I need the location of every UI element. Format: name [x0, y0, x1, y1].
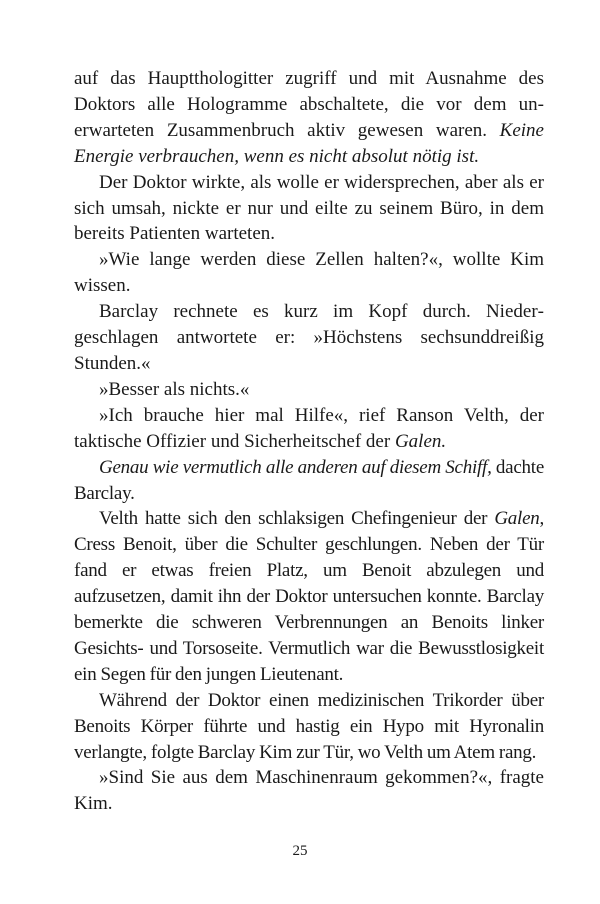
paragraph-text: »Sind Sie aus dem Maschinenraum gekommen?«, fragte Kim. — [74, 767, 544, 815]
paragraph-6 — [74, 403, 544, 455]
paragraph-3 — [74, 247, 544, 299]
paragraph-text: , Cress Benoit, über die Schulter geschlungen. Neben der Tür fand er etwas freien Platz, um Benoit abzulegen und aufzusetzen, damit ihn der Doktor untersuchen konnte. Barclay bemerkte die schweren Verbrennungen an Benoits linker Gesichts- und Torsoseite. Vermutlich war die Bewusstlosigkeit ein Segen für den jungen Lieutenant. — [74, 508, 544, 685]
paragraph-2 — [74, 170, 544, 248]
paragraph-text: dachte Barclay. — [74, 456, 545, 504]
paragraph-italic-text: Galen. — [394, 430, 447, 452]
page-body — [74, 66, 544, 817]
paragraph-text: auf das Hauptthologitter zugriff und mit Ausnahme des Doktors alle Hologramme abschaltete, die vor dem unerwarteten Zusammenbruch aktiv gewesen waren. — [74, 68, 544, 141]
paragraph-1 — [74, 66, 544, 170]
paragraph-italic-text: Genau wie vermutlich alle anderen auf diesem Schiff, — [99, 456, 492, 478]
paragraph-5 — [74, 377, 544, 403]
paragraph-text: Barclay rechnete es kurz im Kopf durch. Niedergeschlagen antwortete er: »Höchstens sechsunddreißig Stunden.« — [74, 301, 544, 374]
paragraph-8 — [74, 506, 544, 687]
paragraph-9 — [74, 688, 544, 766]
paragraph-text: Velth hatte sich den schlaksigen Chefingenieur der — [99, 508, 495, 530]
paragraph-text: »Wie lange werden diese Zellen halten?«, wollte Kim wissen. — [74, 249, 544, 297]
paragraph-italic-text: Keine Energie verbrauchen, wenn es nicht absolut nötig ist. — [74, 119, 544, 167]
paragraph-10 — [74, 765, 544, 817]
paragraph-7 — [74, 455, 544, 507]
paragraph-text: Während der Doktor einen medizinischen Trikorder über Benoits Körper führte und hastig ein Hypo mit Hyronalin verlangte, folgte Barclay Kim zur Tür, wo Velth um Atem rang. — [74, 689, 544, 763]
paragraph-italic-text: Galen — [494, 508, 540, 530]
paragraph-text: »Ich brauche hier mal Hilfe«, rief Ranson Velth, der taktische Offizier und Sicherheitschef der — [74, 404, 544, 452]
paragraph-4 — [74, 299, 544, 377]
paragraph-text: Der Doktor wirkte, als wolle er widersprechen, aber als er sich umsah, nickte er nur und eilte zu seinem Büro, in dem bereits Patienten warteten. — [74, 171, 544, 245]
paragraph-text: »Besser als nichts.« — [99, 378, 250, 400]
page-number: 25 — [292, 843, 308, 859]
